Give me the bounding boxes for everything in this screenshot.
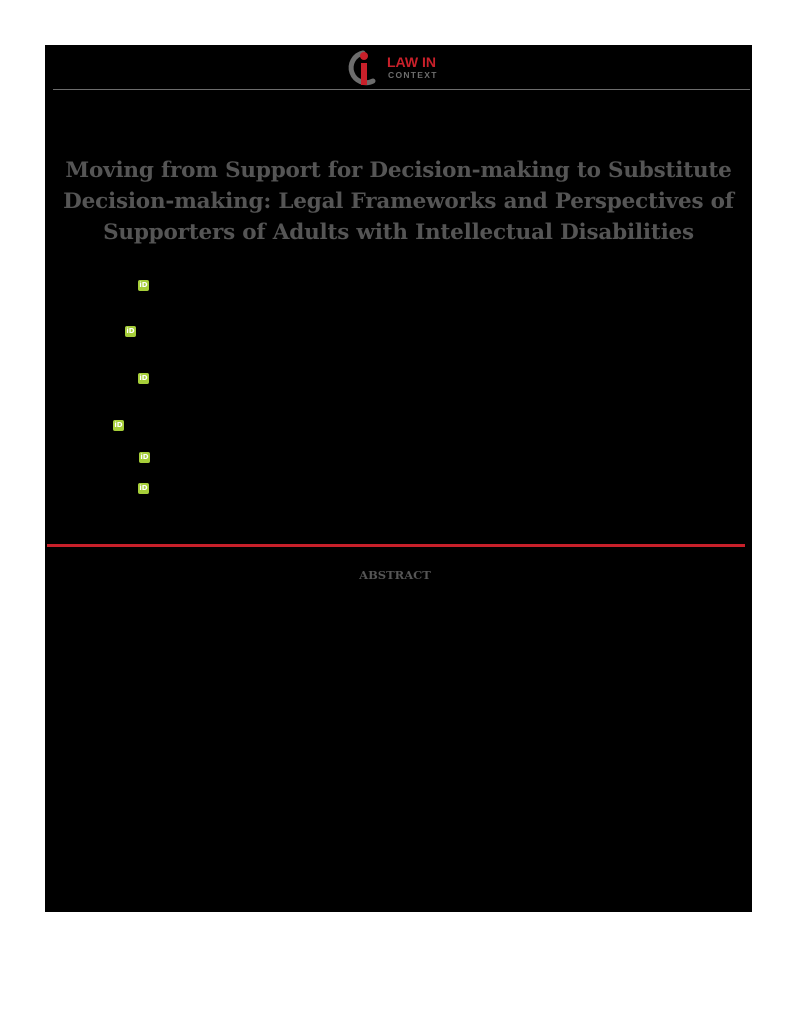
svg-text:CONTEXT: CONTEXT	[388, 70, 438, 80]
svg-text:LAW IN: LAW IN	[387, 54, 436, 70]
article-title-line-1: Moving from Support for Decision-making to Substitute	[65, 158, 732, 183]
orcid-icon[interactable]: iD	[140, 453, 149, 461]
header-divider	[53, 89, 750, 90]
orcid-icon[interactable]: iD	[139, 374, 148, 382]
orcid-icon[interactable]: iD	[139, 281, 148, 289]
abstract-heading: ABSTRACT	[359, 568, 431, 582]
orcid-icon[interactable]: iD	[126, 327, 135, 335]
article-title-line-2: Decision-making: Legal Frameworks and Perspectives of	[63, 189, 734, 214]
orcid-icon[interactable]: iD	[114, 421, 123, 429]
orcid-icon[interactable]: iD	[139, 484, 148, 492]
law-in-context-logo-icon	[343, 47, 463, 89]
document-panel	[45, 45, 752, 912]
article-title	[45, 155, 752, 248]
article-title-line-3: Supporters of Adults with Intellectual Disabilities	[103, 220, 694, 245]
journal-logo	[343, 47, 463, 89]
section-divider	[47, 544, 745, 547]
